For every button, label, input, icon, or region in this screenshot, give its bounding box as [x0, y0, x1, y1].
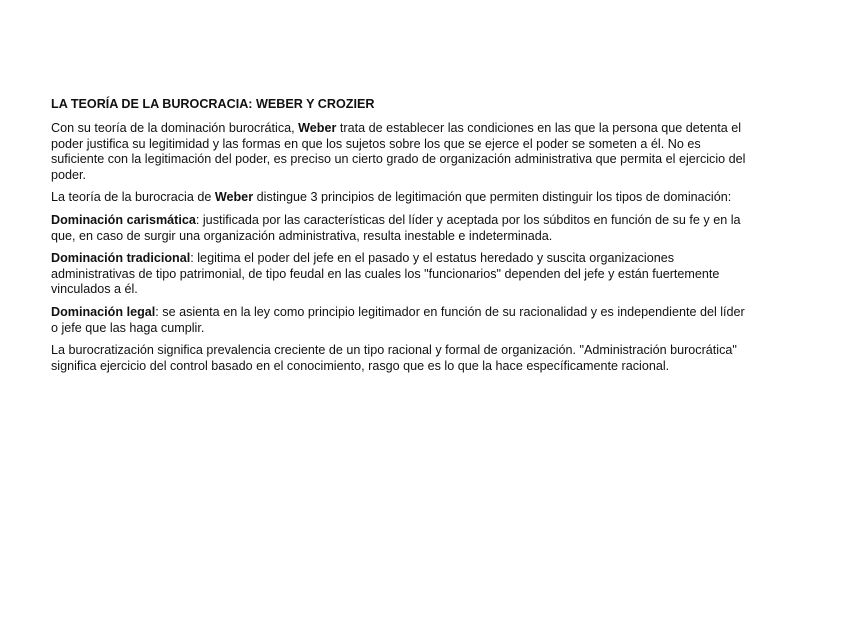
paragraph-principles — [51, 190, 751, 206]
document-page — [51, 96, 751, 381]
paragraph-text: Con su teoría de la dominación burocrática, — [51, 121, 299, 135]
paragraph-bureaucratization — [51, 343, 751, 374]
bold-term-traditional: Dominación tradicional — [51, 251, 191, 266]
paragraph-text: : justificada por las características del líder y aceptada por los súbditos en función de su fe y en la que, en caso de surgir una organización administrativa, resulta inestable e indeterminada. — [51, 212, 741, 243]
bold-term-weber: Weber — [298, 121, 337, 135]
bold-term-legal: Dominación legal — [51, 304, 156, 319]
bold-term-charismatic: Dominación carismática — [51, 212, 196, 227]
paragraph-text: : se asienta en la ley como principio legitimador en función de su racionalidad y es independiente del líder o jefe que las haga cumplir. — [51, 304, 745, 335]
bold-term-weber: Weber — [214, 190, 254, 205]
paragraph-text: : legitima el poder del jefe en el pasado y el estatus heredado y suscita organizaciones administrativas de tipo patrimonial, de tipo feudal en las cuales los "funcionarios" dependen del jefe y están fuertemente vinculados a él. — [51, 251, 720, 297]
paragraph-text: distingue 3 principios de legitimación que permiten distinguir los tipos de dominación: — [253, 190, 732, 205]
paragraph-text: La burocratización significa prevalencia creciente de un tipo racional y formal de organización. "Administración burocrática" significa ejercicio del control basado en el conocimiento, rasgo que es lo que la hace específicamente racional. — [51, 343, 737, 373]
paragraph-text: La teoría de la burocracia de — [51, 190, 215, 205]
paragraph-legal — [51, 305, 751, 336]
paragraph-traditional — [51, 251, 751, 298]
paragraph-charismatic — [51, 213, 751, 244]
document-title: LA TEORÍA DE LA BUROCRACIA: WEBER Y CROZIER — [51, 97, 375, 111]
paragraph-text: trata de establecer las condiciones en las que la persona que detenta el poder justifica su legitimidad y las formas en que los sujetos sobre los que se ejerce el poder se someten a él. No es suficiente con la legitimación del poder, es preciso un cierto grado de organización administrativa que permita el ejercicio del poder. — [51, 121, 746, 182]
paragraph-intro — [51, 121, 751, 183]
